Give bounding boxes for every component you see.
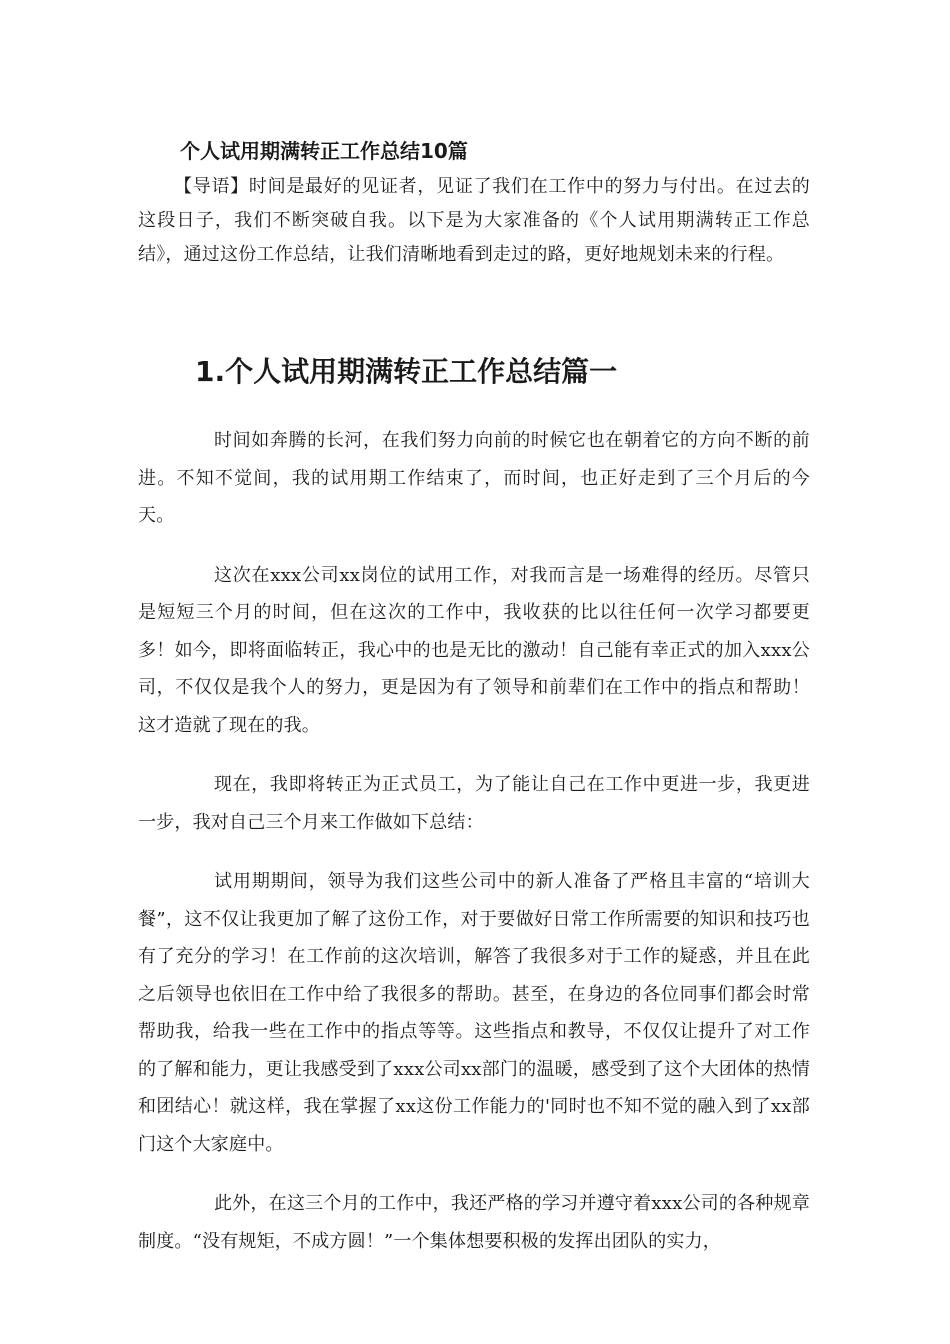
- body-paragraph: 时间如奔腾的长河，在我们努力向前的时候它也在朝着它的方向不断的前进。不知不觉间，我的试用期工作结束了，而时间，也正好走到了三个月后的今天。: [138, 430, 810, 526]
- section-title: 1.个人试用期满转正工作总结篇一: [195, 355, 618, 388]
- document-title: 个人试用期满转正工作总结10篇: [180, 139, 468, 163]
- body-paragraph: 现在，我即将转正为正式员工，为了能让自己在工作中更进一步，我更进一步，我对自己三个月来工作做如下总结：: [138, 774, 810, 833]
- section-body: [138, 422, 810, 1282]
- body-paragraph: 试用期期间，领导为我们这些公司中的新人准备了严格且丰富的“培训大餐”，这不仅让我更加了解了这份工作，对于要做好日常工作所需要的知识和技巧也有了充分的学习！在工作前的这次培训，解答了我很多对于工作的疑惑，并且在此之后领导也依旧在工作中给了我很多的帮助。甚至，在身边的各位同事们都会时常帮助我，给我一些在工作中的指点等等。这些指点和教导，不仅仅让提升了对工作的了解和能力，更让我感受到了xxx公司xx部门的温暖，感受到了这个大团体的热情和团结心！就这样，我在掌握了xx这份工作能力的'同时也不知不觉的融入到了xx部门这个大家庭中。: [138, 871, 810, 1155]
- intro-paragraph: 【导语】时间是最好的见证者，见证了我们在工作中的努力与付出。在过去的这段日子，我们不断突破自我。以下是为大家准备的《个人试用期满转正工作总结》，通过这份工作总结，让我们清晰地看到走过的路，更好地规划未来的行程。: [138, 176, 810, 265]
- body-paragraph: 此外，在这三个月的工作中，我还严格的学习并遵守着xxx公司的各种规章制度。“没有规矩，不成方圆！”一个集体想要积极的发挥出团队的实力，: [138, 1193, 810, 1252]
- body-paragraph: 这次在xxx公司xx岗位的试用工作，对我而言是一场难得的经历。尽管只是短短三个月的时间，但在这次的工作中，我收获的比以往任何一次学习都要更多！如今，即将面临转正，我心中的也是无比的激动！自己能有幸正式的加入xxx公司，不仅仅是我个人的努力，更是因为有了领导和前辈们在工作中的指点和帮助！这才造就了现在的我。: [138, 564, 810, 736]
